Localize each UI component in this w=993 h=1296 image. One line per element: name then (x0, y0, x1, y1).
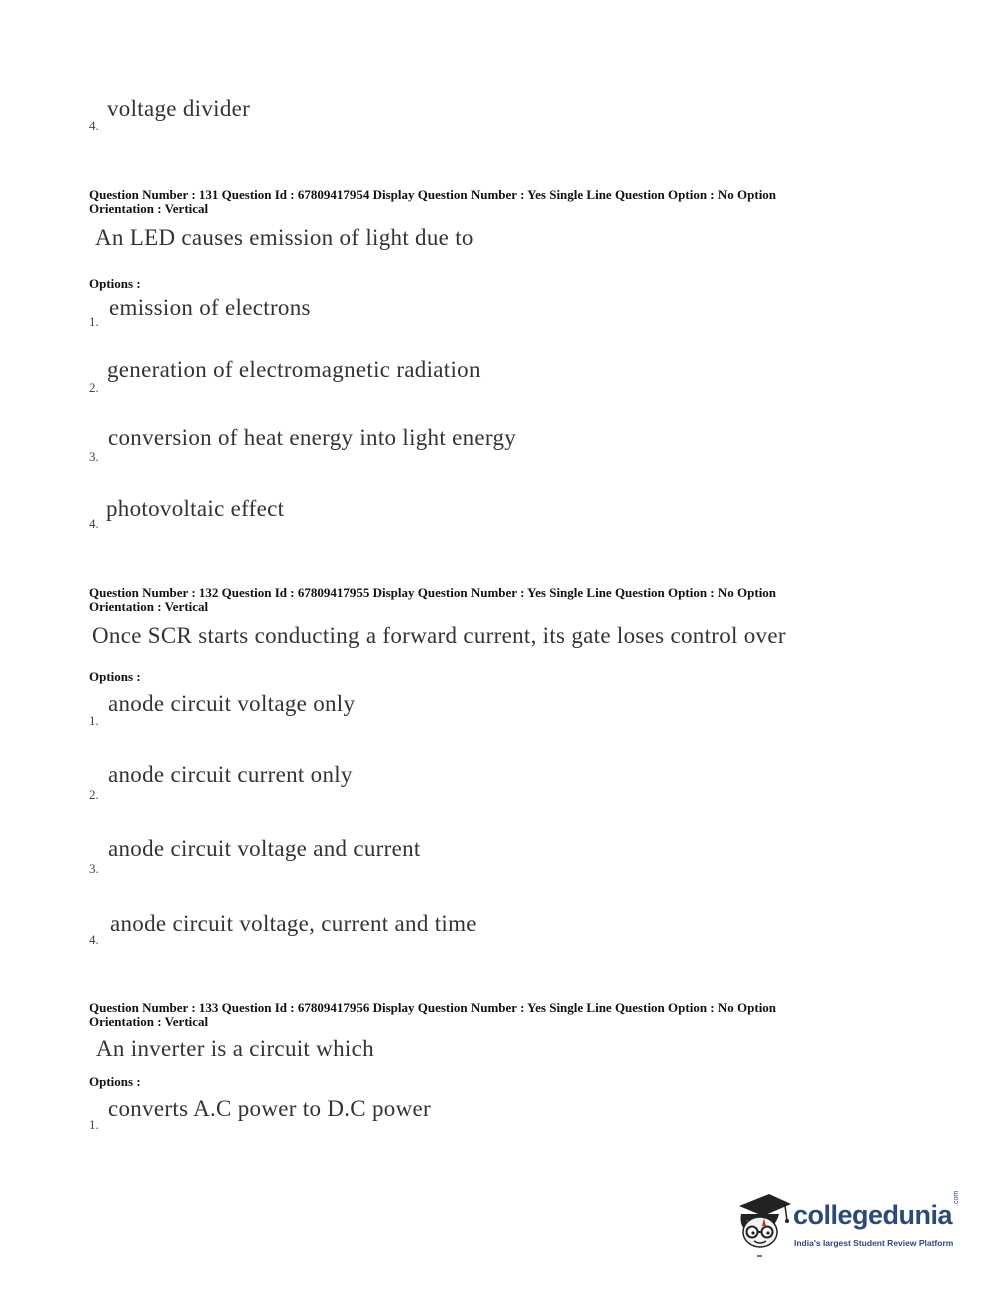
question-132-options-label: Options : (89, 669, 141, 684)
question-131-option-2-number: 2. (89, 380, 99, 395)
question-132-text: Once SCR starts conducting a forward current, its gate loses control over (92, 623, 786, 648)
question-133-option-1-number: 1. (89, 1117, 99, 1132)
question-131-option-4-number: 4. (89, 516, 99, 531)
question-132-meta-line1: Question Number : 132 Question Id : 67809417955 Display Question Number : Yes Single Line Question Option : No Option (89, 585, 777, 600)
question-132-option-3-text: anode circuit voltage and current (108, 836, 421, 861)
logo-wordmark: collegedunia (793, 1200, 953, 1230)
question-132-option-4-number: 4. (89, 932, 99, 947)
question-132-option-2-number: 2. (89, 787, 99, 802)
question-131-option-2-text: generation of electromagnetic radiation (107, 357, 481, 382)
question-131-meta-line2: Orientation : Vertical (89, 201, 209, 216)
question-131-meta-line1: Question Number : 131 Question Id : 67809417954 Display Question Number : Yes Single Line Question Option : No Option (89, 187, 777, 202)
logo-domain: .com (953, 1190, 960, 1206)
question-132-option-3-number: 3. (89, 861, 99, 876)
question-131-meta (89, 188, 776, 216)
question-133-meta-line1: Question Number : 133 Question Id : 67809417956 Display Question Number : Yes Single Line Question Option : No Option (89, 1000, 777, 1015)
prev-option-4-number: 4. (89, 118, 99, 133)
question-131-option-3-text: conversion of heat energy into light energy (108, 425, 517, 450)
question-132-option-1-number: 1. (89, 713, 99, 728)
question-132-meta (89, 586, 776, 614)
question-131-option-1-number: 1. (89, 314, 99, 329)
question-131-option-4-text: photovoltaic effect (106, 496, 285, 521)
collegedunia-logo (735, 1190, 965, 1260)
mascot-icon (735, 1190, 793, 1260)
logo-tagline: India's largest Student Review Platform (794, 1238, 954, 1248)
question-133-text: An inverter is a circuit which (96, 1036, 374, 1061)
prev-option-4-text: voltage divider (107, 96, 251, 121)
question-133-options-label: Options : (89, 1074, 141, 1089)
question-132-meta-line2: Orientation : Vertical (89, 599, 209, 614)
question-133-option-1-text: converts A.C power to D.C power (108, 1096, 431, 1121)
question-131-options-label: Options : (89, 276, 141, 291)
question-131-option-3-number: 3. (89, 449, 99, 464)
question-133-meta (89, 1001, 776, 1029)
question-133-meta-line2: Orientation : Vertical (89, 1014, 209, 1029)
question-132-option-1-text: anode circuit voltage only (108, 691, 356, 716)
question-131-text: An LED causes emission of light due to (95, 225, 474, 250)
question-132-option-4-text: anode circuit voltage, current and time (110, 911, 477, 936)
question-131-option-1-text: emission of electrons (109, 295, 311, 320)
question-132-option-2-text: anode circuit current only (108, 762, 353, 787)
